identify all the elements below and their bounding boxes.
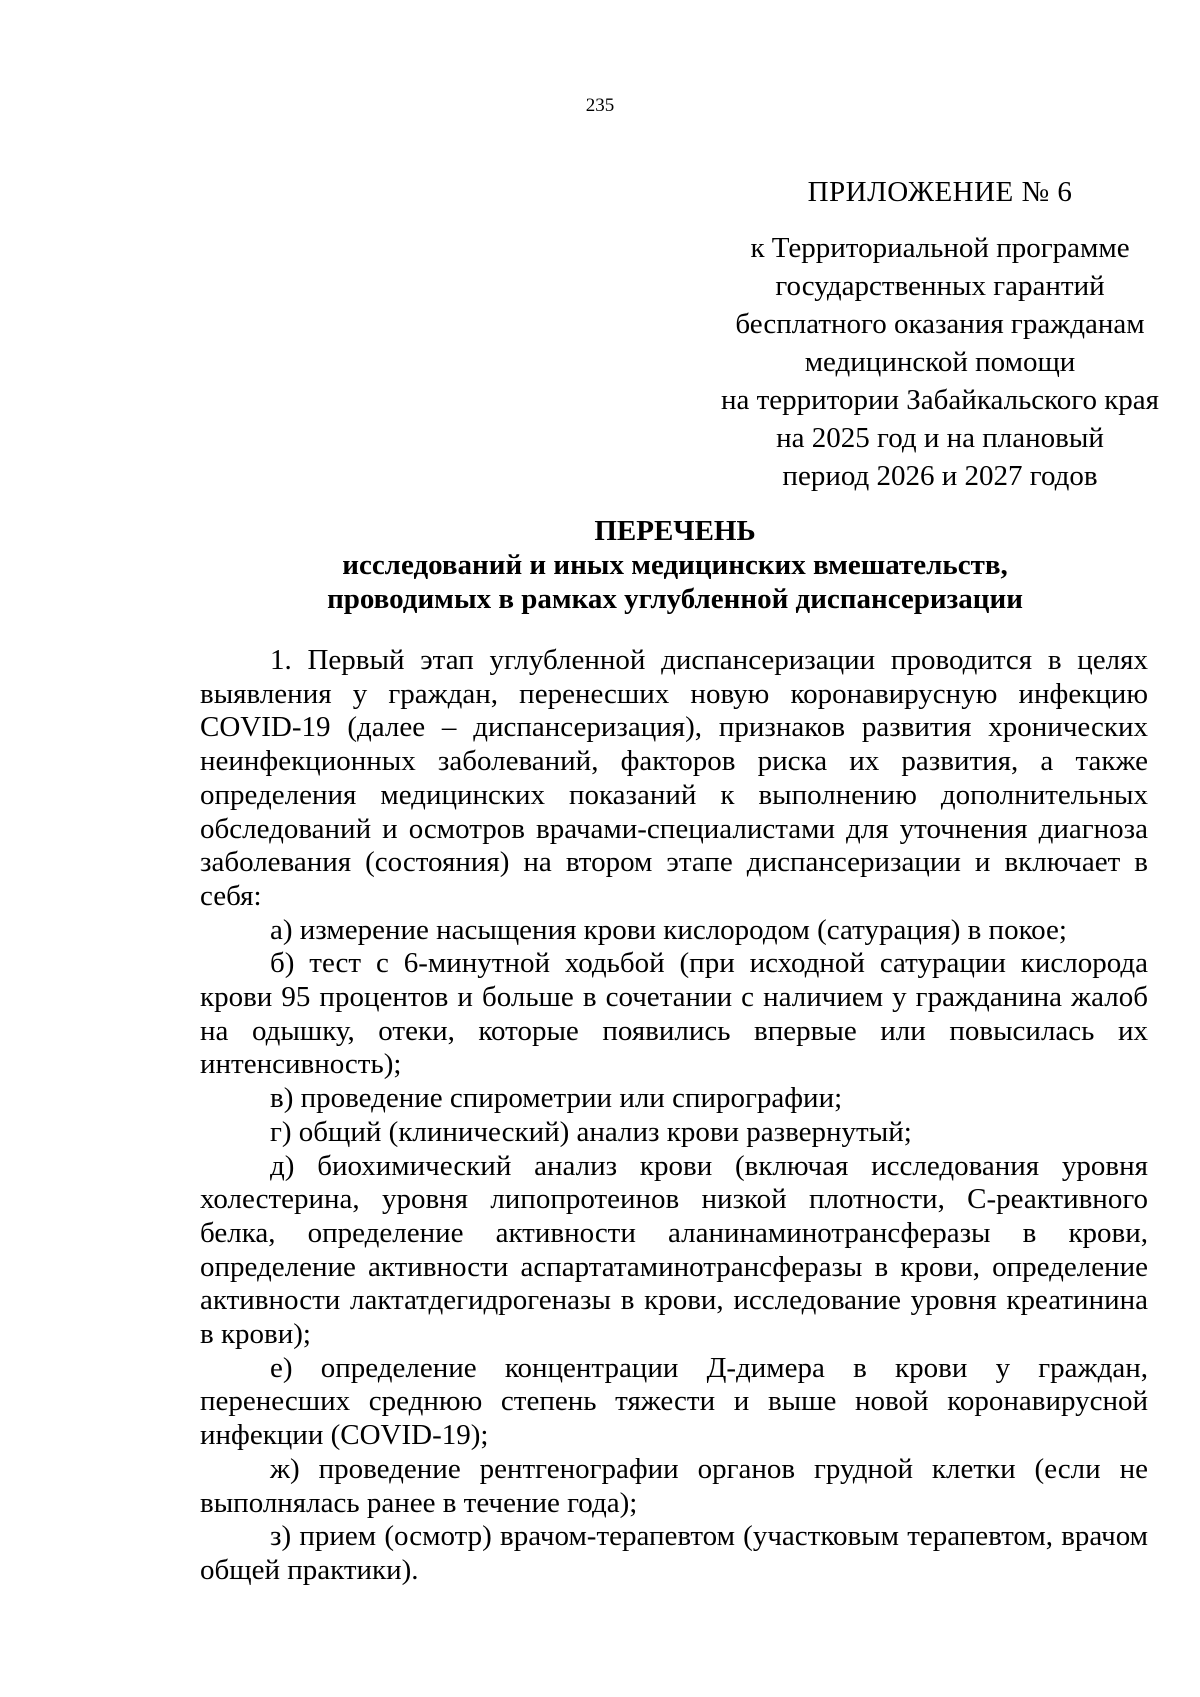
list-item-b: б) тест с 6-минутной ходьбой (при исходной сатурации кислорода крови 95 процентов и больше в сочетании с наличием у гражданина жалоб на одышку, отеки, которые появились впервые или повысилась их интенсивность); xyxy=(200,947,1148,1081)
appendix-line: на территории Забайкальского края xyxy=(720,384,1160,416)
title-line: проводимых в рамках углубленной диспансеризации xyxy=(327,583,1023,615)
document-body xyxy=(200,644,1148,1588)
list-item-zh: ж) проведение рентгенографии органов грудной клетки (если не выполнялась ранее в течение года); xyxy=(200,1452,1148,1519)
appendix-line: бесплатного оказания гражданам xyxy=(735,308,1145,340)
list-item-e: е) определение концентрации Д-димера в крови у граждан, перенесших среднюю степень тяжести и выше новой коронавирусной инфекции (COVID-19); xyxy=(200,1351,1148,1452)
appendix-line: на 2025 год и на плановый xyxy=(776,422,1104,454)
title-line: исследований и иных медицинских вмешательств, xyxy=(342,549,1008,581)
appendix-line: период 2026 и 2027 годов xyxy=(782,460,1098,492)
document-title xyxy=(200,514,1150,616)
appendix-line: к Территориальной программе xyxy=(750,232,1130,264)
list-item-a: а) измерение насыщения крови кислородом (сатурация) в покое; xyxy=(270,913,1067,946)
page-number: 235 xyxy=(585,95,615,116)
paragraph-1: 1. Первый этап углубленной диспансеризации проводится в целях выявления у граждан, перенесших новую коронавирусную инфекцию COVID-19 (далее – диспансеризация), признаков развития хронических неинфекционных заболеваний, факторов риска их развития, а также определения медицинских показаний к выполнению дополнительных обследований и осмотров врачами-специалистами для уточнения диагноза заболевания (состояния) на втором этапе диспансеризации и включает в себя: xyxy=(200,644,1148,912)
list-item-d: д) биохимический анализ крови (включая исследования уровня холестерина, уровня липопротеинов низкой плотности, С-реактивного белка, определение активности аланинаминотрансферазы в крови, определение активности аспартатаминотрансферазы в крови, определение активности лактатдегидрогеназы в крови, исследование уровня креатинина в крови); xyxy=(200,1149,1148,1351)
list-item-z: з) прием (осмотр) врачом-терапевтом (участковым терапевтом, врачом общей практики). xyxy=(200,1520,1148,1586)
list-item-v: в) проведение спирометрии или спирографии; xyxy=(270,1082,843,1115)
title-line: ПЕРЕЧЕНЬ xyxy=(594,515,756,547)
list-item-g: г) общий (клинический) анализ крови развернутый; xyxy=(270,1115,912,1148)
appendix-line: государственных гарантий xyxy=(775,270,1105,302)
appendix-line: медицинской помощи xyxy=(804,346,1076,378)
appendix-block xyxy=(690,173,1190,495)
appendix-heading: ПРИЛОЖЕНИЕ № 6 xyxy=(807,176,1073,208)
